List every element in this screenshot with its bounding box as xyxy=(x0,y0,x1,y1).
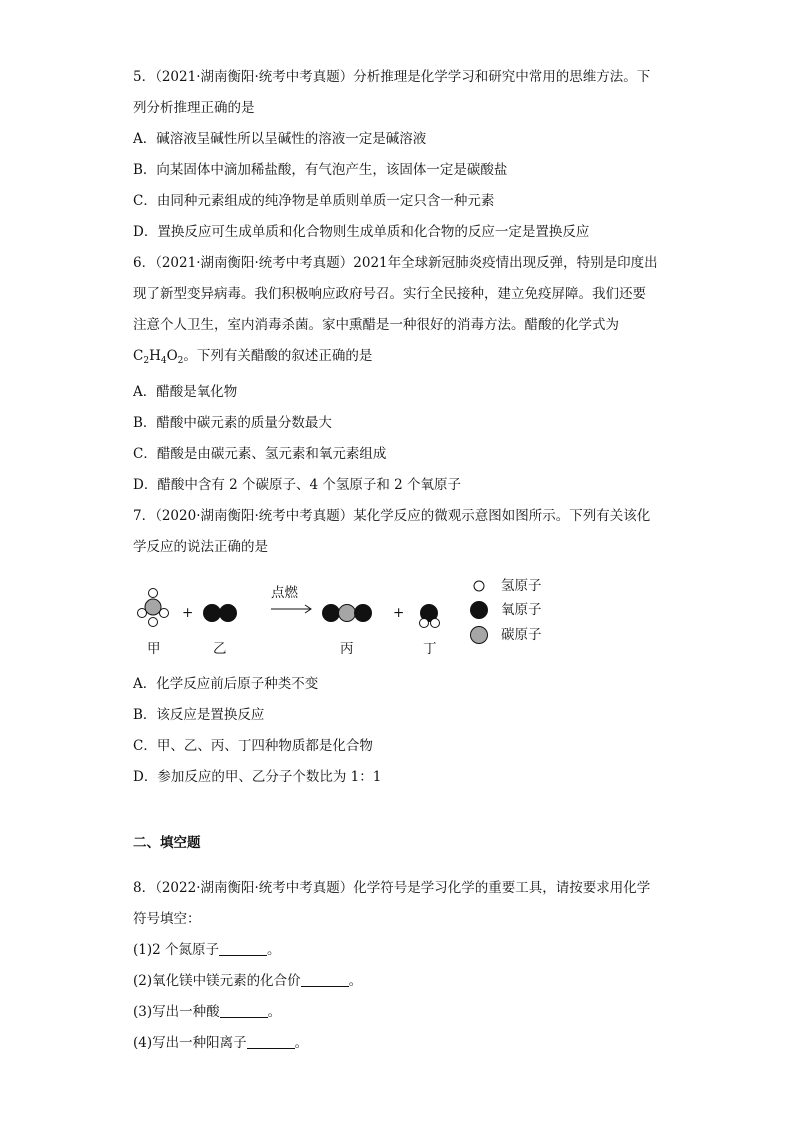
label-yi: 乙 xyxy=(213,641,227,657)
molecule-ding xyxy=(420,605,440,628)
q6-option-b: B．醋酸中碳元素的质量分数最大 xyxy=(133,415,332,431)
legend-carbon-label: 碳原子 xyxy=(501,627,542,643)
q8-line-1: 8．（2022·湖南衡阳·统考中考真题）化学符号是学习化学的重要工具，请按要求用化学 xyxy=(133,879,651,896)
q7-option-a: A．化学反应前后原子种类不变 xyxy=(133,676,319,692)
q8-item-1-text: (1)2 个氮原子 xyxy=(133,941,220,958)
q8-item-3 xyxy=(133,997,663,1028)
q5-option-b: B．向某固体中滴加稀盐酸，有气泡产生，该固体一定是碳酸盐 xyxy=(133,162,508,178)
molecule-yi xyxy=(204,605,237,622)
q7-option-c: C．甲、乙、丙、丁四种物质都是化合物 xyxy=(133,738,373,754)
formula-h-sub: 4 xyxy=(160,356,167,366)
q6-option-c: C．醋酸是由碳元素、氢元素和氧元素组成 xyxy=(133,446,387,462)
q7-option-b: B．该反应是置换反应 xyxy=(133,707,265,723)
q6-option-d: D．醋酸中含有 2 个碳原子、4 个氢原子和 2 个氧原子 xyxy=(133,477,462,493)
exam-page xyxy=(133,62,663,1059)
legend-carbon-swatch xyxy=(471,627,488,644)
hydrogen-atom xyxy=(420,619,429,628)
q8-line-2: 符号填空： xyxy=(133,910,201,927)
reaction-condition: 点燃 xyxy=(271,585,298,601)
q6-option-a: A．醋酸是氧化物 xyxy=(133,384,238,400)
plus-sign-1: + xyxy=(182,605,194,621)
q8-item-3-text: (3)写出一种酸 xyxy=(133,1003,220,1020)
q6-line-4-rest: 。下列有关醋酸的叙述正确的是 xyxy=(183,348,373,364)
hydrogen-atom xyxy=(149,589,158,598)
q7-line-1: 7．（2020·湖南衡阳·统考中考真题）某化学反应的微观示意图如图所示。下列有关该化 xyxy=(133,508,651,524)
oxygen-atom xyxy=(220,605,237,622)
carbon-atom xyxy=(339,605,356,622)
hydrogen-atom xyxy=(149,618,158,627)
q6-line-4 xyxy=(133,341,663,377)
molecule-bing xyxy=(323,605,372,622)
q5-option-a: A．碱溶液呈碱性所以呈碱性的溶液一定是碱溶液 xyxy=(133,131,427,147)
formula-c-sub: 2 xyxy=(143,356,150,366)
oxygen-atom xyxy=(323,605,340,622)
plus-sign-2: + xyxy=(393,605,405,621)
label-bing: 丙 xyxy=(340,641,354,657)
hydrogen-atom xyxy=(431,619,440,628)
section-title: 二、填空题 xyxy=(133,835,201,851)
answer-blank[interactable] xyxy=(219,941,267,956)
answer-blank[interactable] xyxy=(220,1003,268,1018)
q5-line-2: 列分析推理正确的是 xyxy=(133,100,255,116)
q8-item-1 xyxy=(133,935,663,966)
period: 。 xyxy=(348,972,363,989)
legend-oxygen-swatch xyxy=(471,602,488,619)
molecule-jia xyxy=(138,589,169,627)
q6-line-2: 现了新型变异病毒。我们积极响应政府号召。实行全民接种，建立免疫屏障。我们还要 xyxy=(133,286,646,302)
label-ding: 丁 xyxy=(423,641,437,657)
answer-blank[interactable] xyxy=(247,1034,295,1049)
q5-line-1: 5．（2021·湖南衡阳·统考中考真题）分析推理是化学学习和研究中常用的思维方法。下 xyxy=(133,69,651,85)
oxygen-atom xyxy=(204,605,221,622)
q8-item-4-text: (4)写出一种阳离子 xyxy=(133,1034,247,1051)
label-jia: 甲 xyxy=(147,641,161,657)
legend-oxygen-label: 氧原子 xyxy=(501,602,542,618)
q7-line-2: 学反应的说法正确的是 xyxy=(133,539,268,555)
answer-blank[interactable] xyxy=(301,972,349,987)
formula-o-sub: 2 xyxy=(177,356,184,366)
period: 。 xyxy=(267,1003,282,1020)
oxygen-atom xyxy=(355,605,372,622)
period: 。 xyxy=(267,941,281,958)
q6-line-1: 6．（2021·湖南衡阳·统考中考真题）2021年全球新冠肺炎疫情出现反弹，特别是印度出 xyxy=(133,255,658,271)
q6-line-3: 注意个人卫生，室内消毒杀菌。家中熏醋是一种很好的消毒方法。醋酸的化学式为 xyxy=(133,317,619,333)
q8-item-4 xyxy=(133,1028,663,1059)
reaction-diagram xyxy=(133,569,663,665)
carbon-atom xyxy=(145,599,161,615)
legend-hydrogen-swatch xyxy=(474,581,484,591)
legend-hydrogen-label: 氢原子 xyxy=(501,578,542,594)
formula-h: H xyxy=(149,348,161,364)
formula-c: C xyxy=(133,348,144,364)
formula-o: O xyxy=(166,348,178,364)
period: 。 xyxy=(294,1034,309,1051)
q8-item-2 xyxy=(133,966,663,997)
q5-option-c: C．由同种元素组成的纯净物是单质则单质一定只含一种元素 xyxy=(133,193,495,209)
q5-option-d: D．置换反应可生成单质和化合物则生成单质和化合物的反应一定是置换反应 xyxy=(133,224,590,240)
q7-option-d: D．参加反应的甲、乙分子个数比为 1：1 xyxy=(133,769,382,785)
q8-item-2-text: (2)氧化镁中镁元素的化合价 xyxy=(133,972,301,989)
